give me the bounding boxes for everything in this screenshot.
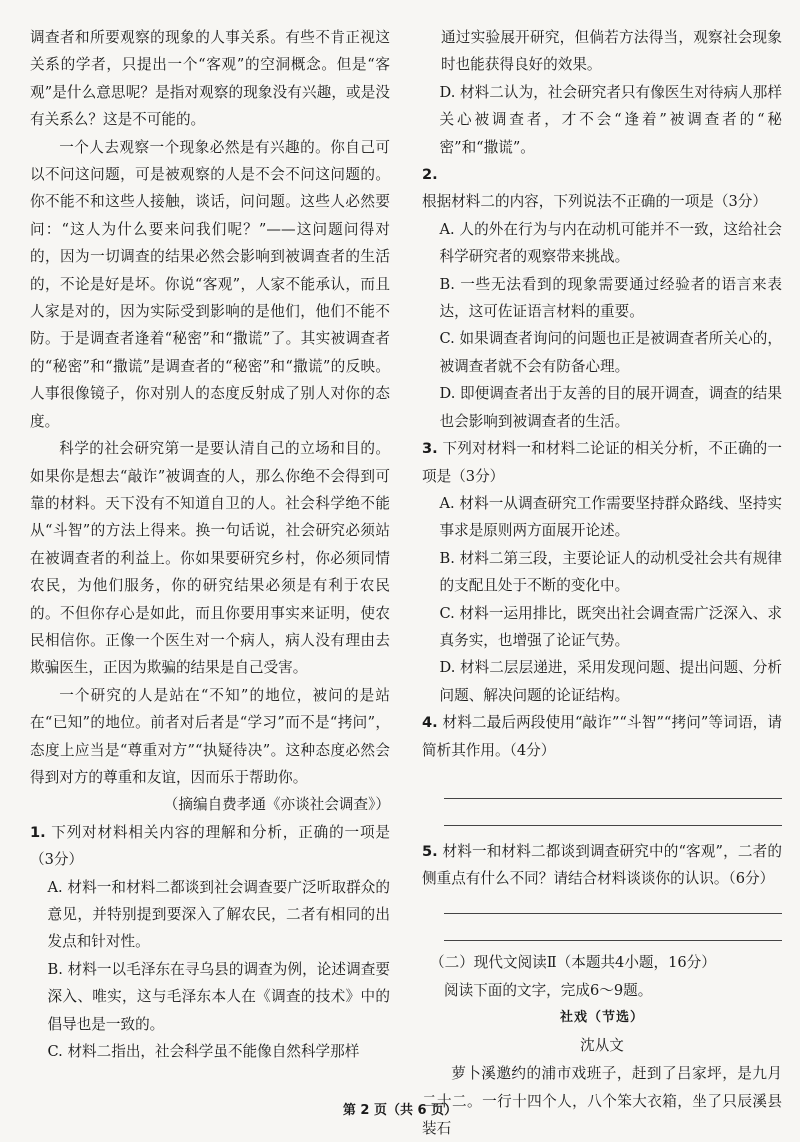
question-number: 3. (422, 440, 438, 458)
story-title: 社戏（节选） (559, 1010, 644, 1026)
question-4 (422, 709, 782, 838)
question-stem: 材料二最后两段使用“敲诈”“斗智”“拷问”等词语，请简析其作用。（4分） (422, 714, 782, 759)
passage-source: （摘编自费孝通《亦谈社会调查》） (163, 796, 390, 814)
option-c: C. 如果调查者询问的问题也正是被调查者所关心的，被调查者就不会有防备心理。 (439, 330, 782, 375)
question-stem: 下列对材料相关内容的理解和分析，正确的一项是（3分） (30, 823, 390, 869)
question-2 (422, 161, 782, 435)
option-d: D. 材料二认为，社会研究者只有像医生对待病人那样关心被调查者，才不会“逢着”被调查者的“秘密”和“撒谎”。 (439, 83, 782, 156)
question-5 (422, 838, 782, 949)
question-3 (422, 435, 782, 709)
right-column (422, 24, 782, 1142)
question-number: 1. (30, 823, 46, 841)
option-d: D. 材料二层层递进，采用发现问题、提出问题、分析问题、解决问题的论证结构。 (439, 659, 782, 704)
question-number: 4. (422, 714, 438, 732)
option-a: A. 人的外在行为与内在动机可能并不一致，这给社会科学研究者的观察带来挑战。 (439, 220, 782, 266)
question-stem: 下列对材料一和材料二论证的相关分析，不正确的一项是（3分） (422, 440, 782, 485)
passage-paragraph-4: 一个研究的人是站在“不知”的地位，被问的是站在“已知”的地位。前者对后者是“学习”而不是“拷问”，态度上应当是“尊重对方”“执疑待决”。这种态度必然会得到对方的尊重和友谊，因而乐于帮助你。 (30, 686, 390, 786)
question-1 (30, 819, 390, 1066)
story-paragraph-1: 萝卜溪邀约的浦市戏班子，赶到了吕家坪，是九月二十二。一行十四个人，八个笨大衣箱，坐了只辰溪县装石 (422, 1065, 782, 1137)
option-c: C. 材料一运用排比，既突出社会调查需广泛深入、求真务实，也增强了论证气势。 (439, 604, 782, 649)
section-heading: （二）现代文阅读Ⅱ（本题共4小题，16分） (430, 953, 716, 971)
question-number: 5. (422, 842, 438, 860)
question-stem: 根据材料二的内容，下列说法不正确的一项是（3分） (422, 193, 767, 211)
passage-paragraph-1: 调查者和所要观察的现象的人事关系。有些不肯正视这关系的学者，只提出一个“客观”的空洞概念。但是“客观”是什么意思呢？是指对观察的现象没有兴趣，或是没有关系么？这是不可能的。 (30, 29, 390, 129)
option-a: A. 材料一和材料二都谈到社会调查要广泛听取群众的意见，并特别提到要深入了解农民，二者有相同的出发点和针对性。 (47, 878, 390, 951)
option-c: C. 材料二指出，社会科学虽不能像自然科学那样 (47, 1043, 360, 1061)
option-a: A. 材料一从调查研究工作需要坚持群众路线、坚持实事求是原则两方面展开论述。 (439, 494, 782, 540)
option-b: B. 材料一以毛泽东在寻乌县的调查为例，论述调查要深入、唯实，这与毛泽东本人在《调查的技术》中的倡导也是一致的。 (47, 960, 390, 1033)
option-b: B. 材料二第三段，主要论证人的动机受社会共有规律的支配且处于不断的变化中。 (439, 549, 782, 595)
question-number: 2. (422, 166, 438, 184)
option-c-continued: 通过实验展开研究，但倘若方法得当，观察社会现象时也能获得良好的效果。 (440, 29, 782, 74)
page-footer: 第 2 页（共 6 页） (342, 1103, 458, 1118)
left-column (30, 24, 390, 1065)
passage-paragraph-2: 一个人去观察一个现象必然是有兴趣的。你自己可以不问这问题，可是被观察的人是不会不问这问题的。你不能不和这些人接触，谈话，问问题。这些人必然要问：“这人为什么要来问我们呢？”——这问题问得对的，因为一切调查的结果必然会影响到被调查者的生活的，不论是好是坏。你说“客观”，人家不能承认，而且人家是对的，因为实际受到影响的是他们，他们不能不防。于是调查者逢着“秘密”和“撒谎”了。其实被调查者的“秘密”和“撒谎”是调查者的“秘密”和“撒谎”的反映。人事很像镜子，你对别人的态度反射成了别人对你的态度。 (30, 138, 390, 430)
passage-paragraph-3: 科学的社会研究第一是要认清自己的立场和目的。如果你是想去“敲诈”被调查的人，那么你绝不会得到可靠的材料。天下没有不知道自卫的人。社会科学绝不能从“斗智”的方法上得来。换一句话说，社会研究必须站在被调查者的利益上。你如果要研究乡村，你必须同情农民，为他们服务，你的研究结果必须是有利于农民的。不但你存心是如此，而且你要用事实来证明，使农民相信你。正像一个医生对一个病人，病人没有理由去欺骗医生，正因为欺骗的结果是自己受害。 (30, 440, 390, 677)
story-author: 沈从文 (580, 1037, 624, 1055)
question-stem: 材料一和材料二都谈到调查研究中的“客观”，二者的侧重点有什么不同？请结合材料谈谈你的认识。（6分） (422, 842, 782, 888)
reading-instruction: 阅读下面的文字，完成6～9题。 (444, 981, 653, 999)
option-b: B. 一些无法看到的现象需要通过经验者的语言来表达，这可佐证语言材料的重要。 (439, 275, 782, 321)
option-d: D. 即便调查者出于友善的目的展开调查，调查的结果也会影响到被调查者的生活。 (439, 385, 782, 430)
